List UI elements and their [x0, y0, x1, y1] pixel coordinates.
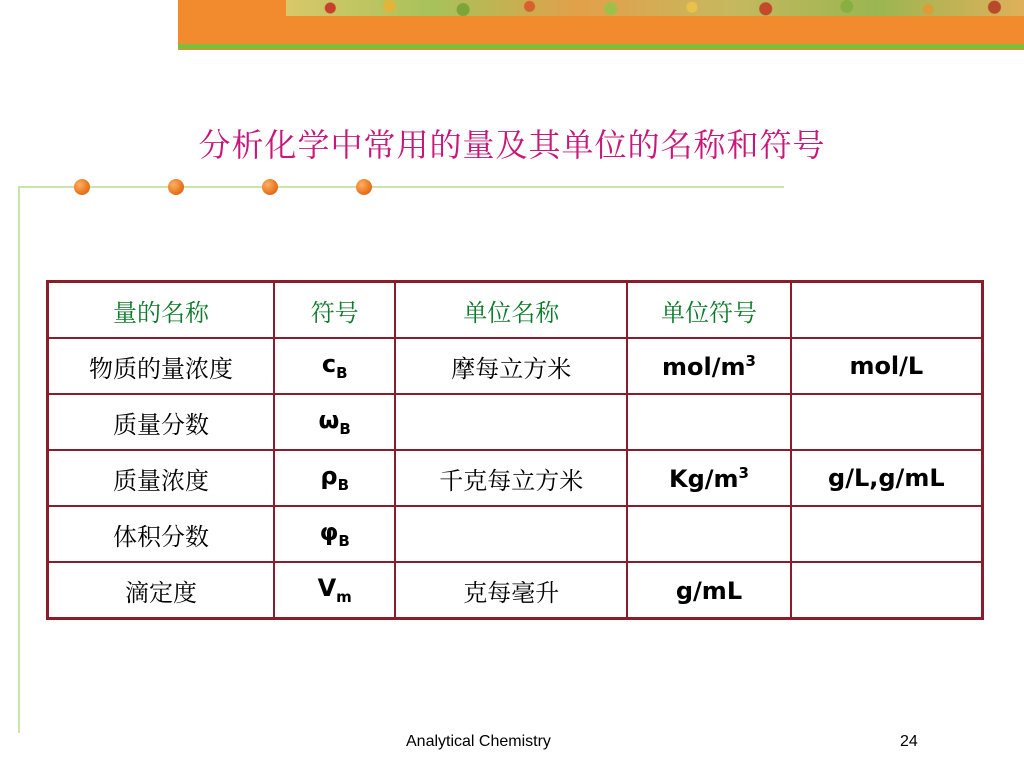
cell-extra: [791, 562, 983, 619]
header-unit-symbol: 单位符号: [627, 282, 790, 339]
header-quantity-name: 量的名称: [48, 282, 275, 339]
bullet-dot-icon: [262, 179, 278, 195]
cell-unit-name: 克每毫升: [395, 562, 627, 619]
cell-unit-name: [395, 394, 627, 450]
cell-extra: [791, 506, 983, 562]
left-vertical-rule: [18, 188, 20, 733]
table-row: [48, 562, 983, 619]
table-header-row: [48, 282, 983, 339]
cell-symbol: $\varphi_B$: [274, 506, 395, 562]
table-row: [48, 338, 983, 394]
cell-quantity-name: 滴定度: [48, 562, 275, 619]
cell-symbol: $V_m$: [274, 562, 395, 619]
decorative-banner-image: [286, 0, 1024, 16]
bullet-dot-icon: [168, 179, 184, 195]
bullet-dot-icon: [356, 179, 372, 195]
cell-symbol: $\rho_B$: [274, 450, 395, 506]
cell-unit-symbol: g/mL: [627, 562, 790, 619]
cell-unit-symbol: [627, 506, 790, 562]
cell-extra: [791, 394, 983, 450]
units-table: [46, 280, 984, 620]
banner-accent-line: [178, 44, 1024, 49]
cell-quantity-name: 物质的量浓度: [48, 338, 275, 394]
header-extra: [791, 282, 983, 339]
cell-quantity-name: 体积分数: [48, 506, 275, 562]
header-symbol: 符号: [274, 282, 395, 339]
cell-quantity-name: 质量分数: [48, 394, 275, 450]
bullet-dot-icon: [74, 179, 90, 195]
table-row: [48, 394, 983, 450]
cell-symbol: $\omega_B$: [274, 394, 395, 450]
title-underline-rule: [18, 186, 784, 188]
cell-extra: mol/L: [791, 338, 983, 394]
cell-unit-symbol: $Kg/m^3$: [627, 450, 790, 506]
cell-unit-name: 摩每立方米: [395, 338, 627, 394]
header-unit-name: 单位名称: [395, 282, 627, 339]
footer-course-name: Analytical Chemistry: [406, 733, 551, 750]
cell-unit-symbol: mol/$m^3$: [627, 338, 790, 394]
cell-unit-name: 千克每立方米: [395, 450, 627, 506]
cell-quantity-name: 质量浓度: [48, 450, 275, 506]
slide-title: 分析化学中常用的量及其单位的名称和符号: [198, 126, 826, 164]
footer-page-number: 24: [900, 733, 918, 750]
table-row: [48, 506, 983, 562]
cell-symbol: $c_B$: [274, 338, 395, 394]
cell-unit-symbol: [627, 394, 790, 450]
table-row: [48, 450, 983, 506]
cell-unit-name: [395, 506, 627, 562]
cell-extra: g/L,g/mL: [791, 450, 983, 506]
